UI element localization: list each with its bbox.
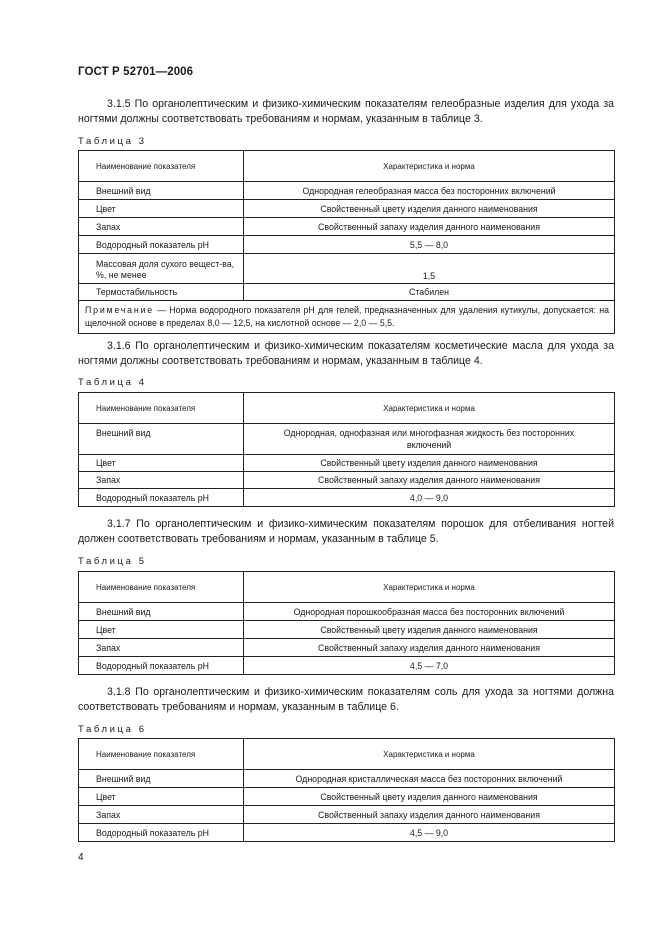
table-row — [79, 236, 615, 254]
table-header-row — [79, 739, 615, 770]
indicator-name: Цвет — [79, 788, 244, 806]
indicator-name: Массовая доля сухого вещест-ва, %, не менее — [79, 254, 244, 284]
indicator-value: 1,5 — [244, 254, 615, 284]
indicator-value: Однородная, однофазная или многофазная жидкость без посторонних включений — [244, 424, 615, 455]
table-3-caption: Таблица 3 — [78, 136, 147, 147]
indicator-name: Внешний вид — [79, 424, 244, 455]
note-label: Примечание — [85, 305, 154, 315]
indicator-value: Свойственный запаху изделия данного наименования — [244, 806, 615, 824]
note-text: — Норма водородного показателя pH для гелей, предназначенных для удаления кутикулы, допускается: на щелочной основе в пределах 8,0 — 12,5, на кислотной основе — 2,0 — 5,5. — [85, 305, 609, 328]
table-row — [79, 254, 615, 284]
indicator-value: Свойственный цвету изделия данного наименования — [244, 455, 615, 472]
indicator-name: Водородный показатель pH — [79, 824, 244, 842]
page-number: 4 — [78, 852, 84, 863]
column-header-indicator: Наименование показателя — [79, 151, 244, 182]
indicator-name: Цвет — [79, 621, 244, 639]
indicator-name: Запах — [79, 472, 244, 489]
indicator-name: Цвет — [79, 200, 244, 218]
table-header-row — [79, 572, 615, 603]
column-header-indicator: Наименование показателя — [79, 572, 244, 603]
column-header-norm: Характеристика и норма — [244, 739, 615, 770]
indicator-value: Свойственный запаху изделия данного наименования — [244, 218, 615, 236]
indicator-name: Запах — [79, 806, 244, 824]
indicator-value: Свойственный цвету изделия данного наименования — [244, 621, 615, 639]
table-row — [79, 218, 615, 236]
indicator-value: Стабилен — [244, 284, 615, 301]
column-header-indicator: Наименование показателя — [79, 739, 244, 770]
table-row — [79, 770, 615, 788]
indicator-name: Водородный показатель pH — [79, 657, 244, 675]
paragraph-3-1-8: 3.1.8 По органолептическим и физико-химическим показателям соль для ухода за ногтями должна соответствовать требованиям и нормам, указанным в таблице 6. — [78, 686, 614, 713]
table-row — [79, 806, 615, 824]
indicator-value: 5,5 — 8,0 — [244, 236, 615, 254]
column-header-norm: Характеристика и норма — [244, 151, 615, 182]
indicator-value: 4,5 — 9,0 — [244, 824, 615, 842]
indicator-name: Термостабильность — [79, 284, 244, 301]
table-row — [79, 824, 615, 842]
indicator-value: 4,0 — 9,0 — [244, 489, 615, 507]
indicator-value: Свойственный запаху изделия данного наименования — [244, 472, 615, 489]
indicator-name: Внешний вид — [79, 182, 244, 200]
indicator-value: 4,5 — 7,0 — [244, 657, 615, 675]
indicator-value: Свойственный цвету изделия данного наименования — [244, 200, 615, 218]
table-4-caption: Таблица 4 — [78, 377, 147, 388]
indicator-value: Однородная порошкообразная масса без посторонних включений — [244, 603, 615, 621]
table-header-row — [79, 393, 615, 424]
table-row — [79, 639, 615, 657]
indicator-value: Свойственный запаху изделия данного наименования — [244, 639, 615, 657]
table-row — [79, 284, 615, 301]
table-6-caption: Таблица 6 — [78, 724, 147, 735]
paragraph-3-1-7: 3.1.7 По органолептическим и физико-химическим показателям порошок для отбеливания ногтей должен соответствовать требованиям и нормам, указанным в таблице 5. — [78, 518, 614, 545]
table-6 — [78, 738, 615, 842]
table-5 — [78, 571, 615, 675]
table-header-row — [79, 151, 615, 182]
document-header: ГОСТ Р 52701—2006 — [78, 66, 194, 78]
table-row — [79, 603, 615, 621]
table-row — [79, 657, 615, 675]
indicator-name: Водородный показатель pH — [79, 236, 244, 254]
indicator-name: Водородный показатель pH — [79, 489, 244, 507]
indicator-value: Однородная кристаллическая масса без посторонних включений — [244, 770, 615, 788]
paragraph-3-1-6: 3.1.6 По органолептическим и физико-химическим показателям косметические масла для ухода за ногтями должны соответствовать требованиям и нормам, указанным в таблице 4. — [78, 340, 614, 367]
indicator-name: Цвет — [79, 455, 244, 472]
table-3 — [78, 150, 615, 334]
column-header-norm: Характеристика и норма — [244, 393, 615, 424]
table-row — [79, 621, 615, 639]
indicator-name: Внешний вид — [79, 603, 244, 621]
table-row — [79, 472, 615, 489]
paragraph-3-1-5: 3.1.5 По органолептическим и физико-химическим показателям гелеобразные изделия для ухода за ногтями должны соответствовать требованиям и нормам, указанным в таблице 3. — [78, 98, 614, 125]
column-header-norm: Характеристика и норма — [244, 572, 615, 603]
table-5-caption: Таблица 5 — [78, 556, 147, 567]
table-row — [79, 200, 615, 218]
indicator-value: Однородная гелеобразная масса без посторонних включений — [244, 182, 615, 200]
table-note-row — [79, 301, 615, 334]
table-4 — [78, 392, 615, 507]
table-row — [79, 182, 615, 200]
indicator-name: Внешний вид — [79, 770, 244, 788]
table-row — [79, 424, 615, 455]
table-note — [79, 301, 615, 334]
table-row — [79, 489, 615, 507]
column-header-indicator: Наименование показателя — [79, 393, 244, 424]
table-row — [79, 455, 615, 472]
table-row — [79, 788, 615, 806]
indicator-name: Запах — [79, 218, 244, 236]
indicator-value: Свойственный цвету изделия данного наименования — [244, 788, 615, 806]
indicator-name: Запах — [79, 639, 244, 657]
